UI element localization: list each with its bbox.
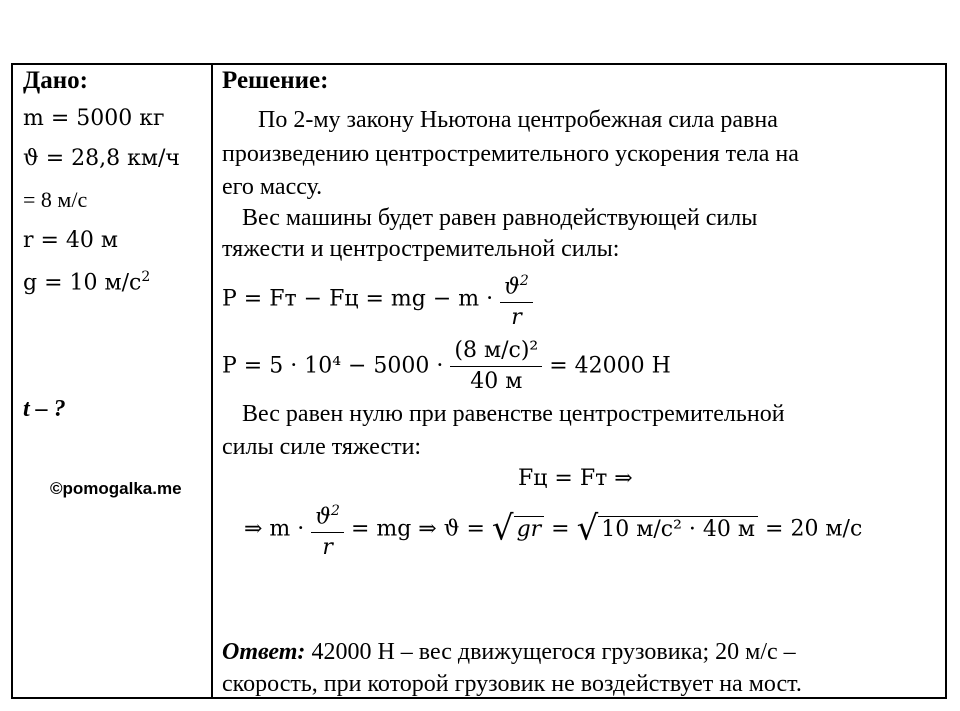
equation-weight (222, 266, 533, 333)
answer-line1 (222, 639, 796, 666)
p1-line1: По 2-му закону Ньютона центробежная сила равна (258, 107, 778, 133)
p3-line1: Вес равен нулю при равенстве центростремительной (242, 401, 785, 427)
solution-column (222, 66, 937, 697)
eq4-right: = 20 м/с (765, 516, 863, 542)
sqrt-icon: √ (576, 508, 599, 549)
given-radius: r = 40 м (23, 228, 119, 253)
equation-forces-equal: Fц = Fт ⇒ (518, 466, 633, 491)
p2-line1: Вес машины будет равен равнодействующей силы (242, 205, 758, 231)
sqrt-icon: √ (491, 508, 514, 549)
fraction-v2-r-2: $\frac{ϑ^2}{r}$ (311, 496, 344, 563)
eq2-left: P = 5 · 10⁴ − 5000 · (222, 353, 444, 379)
watermark: ©pomogalka.me (50, 479, 182, 498)
given-gravity: g = 10 $м/с^2$ (23, 269, 151, 296)
eq4-eq: = (551, 516, 570, 542)
given-speed-si: = 8 м/с (23, 187, 88, 212)
equation-weight-text: P = Fт − Fц = mg − m · (222, 286, 494, 312)
given-speed: ϑ = 28,8 км/ч (23, 146, 180, 171)
given-gravity-text: g = 10 м/с (23, 270, 142, 296)
column-divider (211, 63, 213, 699)
p3-line2: силы силе тяжести: (222, 434, 422, 460)
eq2-right: = 42000 Н (549, 353, 671, 379)
p2-line2: тяжести и центростремительной силы: (222, 236, 620, 262)
p1-line3: его массу. (222, 174, 323, 200)
given-header: Дано: (23, 67, 88, 94)
eq4-mid: = mg ⇒ ϑ = (350, 516, 485, 542)
given-mass: m = 5000 кг (23, 106, 165, 131)
given-unknown: t – ? (23, 396, 66, 422)
fraction-v2-r: $\frac{ϑ^2}{r}$ (500, 266, 533, 333)
eq4-left: ⇒ m · (244, 516, 305, 542)
fraction-numeric (450, 336, 542, 397)
solution-header: Решение: (222, 67, 329, 94)
sqrt-gr: gr (514, 516, 545, 542)
answer-text1: 42000 Н – вес движущегося грузовика; 20 м/с – (305, 639, 796, 665)
sqrt-numeric: 10 м/с² · 40 м (598, 516, 758, 542)
equation-weight-numeric (222, 336, 671, 397)
given-column (23, 66, 208, 422)
equation-speed (244, 496, 862, 563)
eq2-num: (8 м/с)² (450, 336, 542, 367)
answer-line2: скорость, при которой грузовик не воздействует на мост. (222, 671, 802, 697)
answer-label: Ответ: (222, 639, 306, 665)
eq2-den: 40 м (470, 369, 523, 394)
p1-line2: произведению центростремительного ускорения тела на (222, 141, 799, 167)
